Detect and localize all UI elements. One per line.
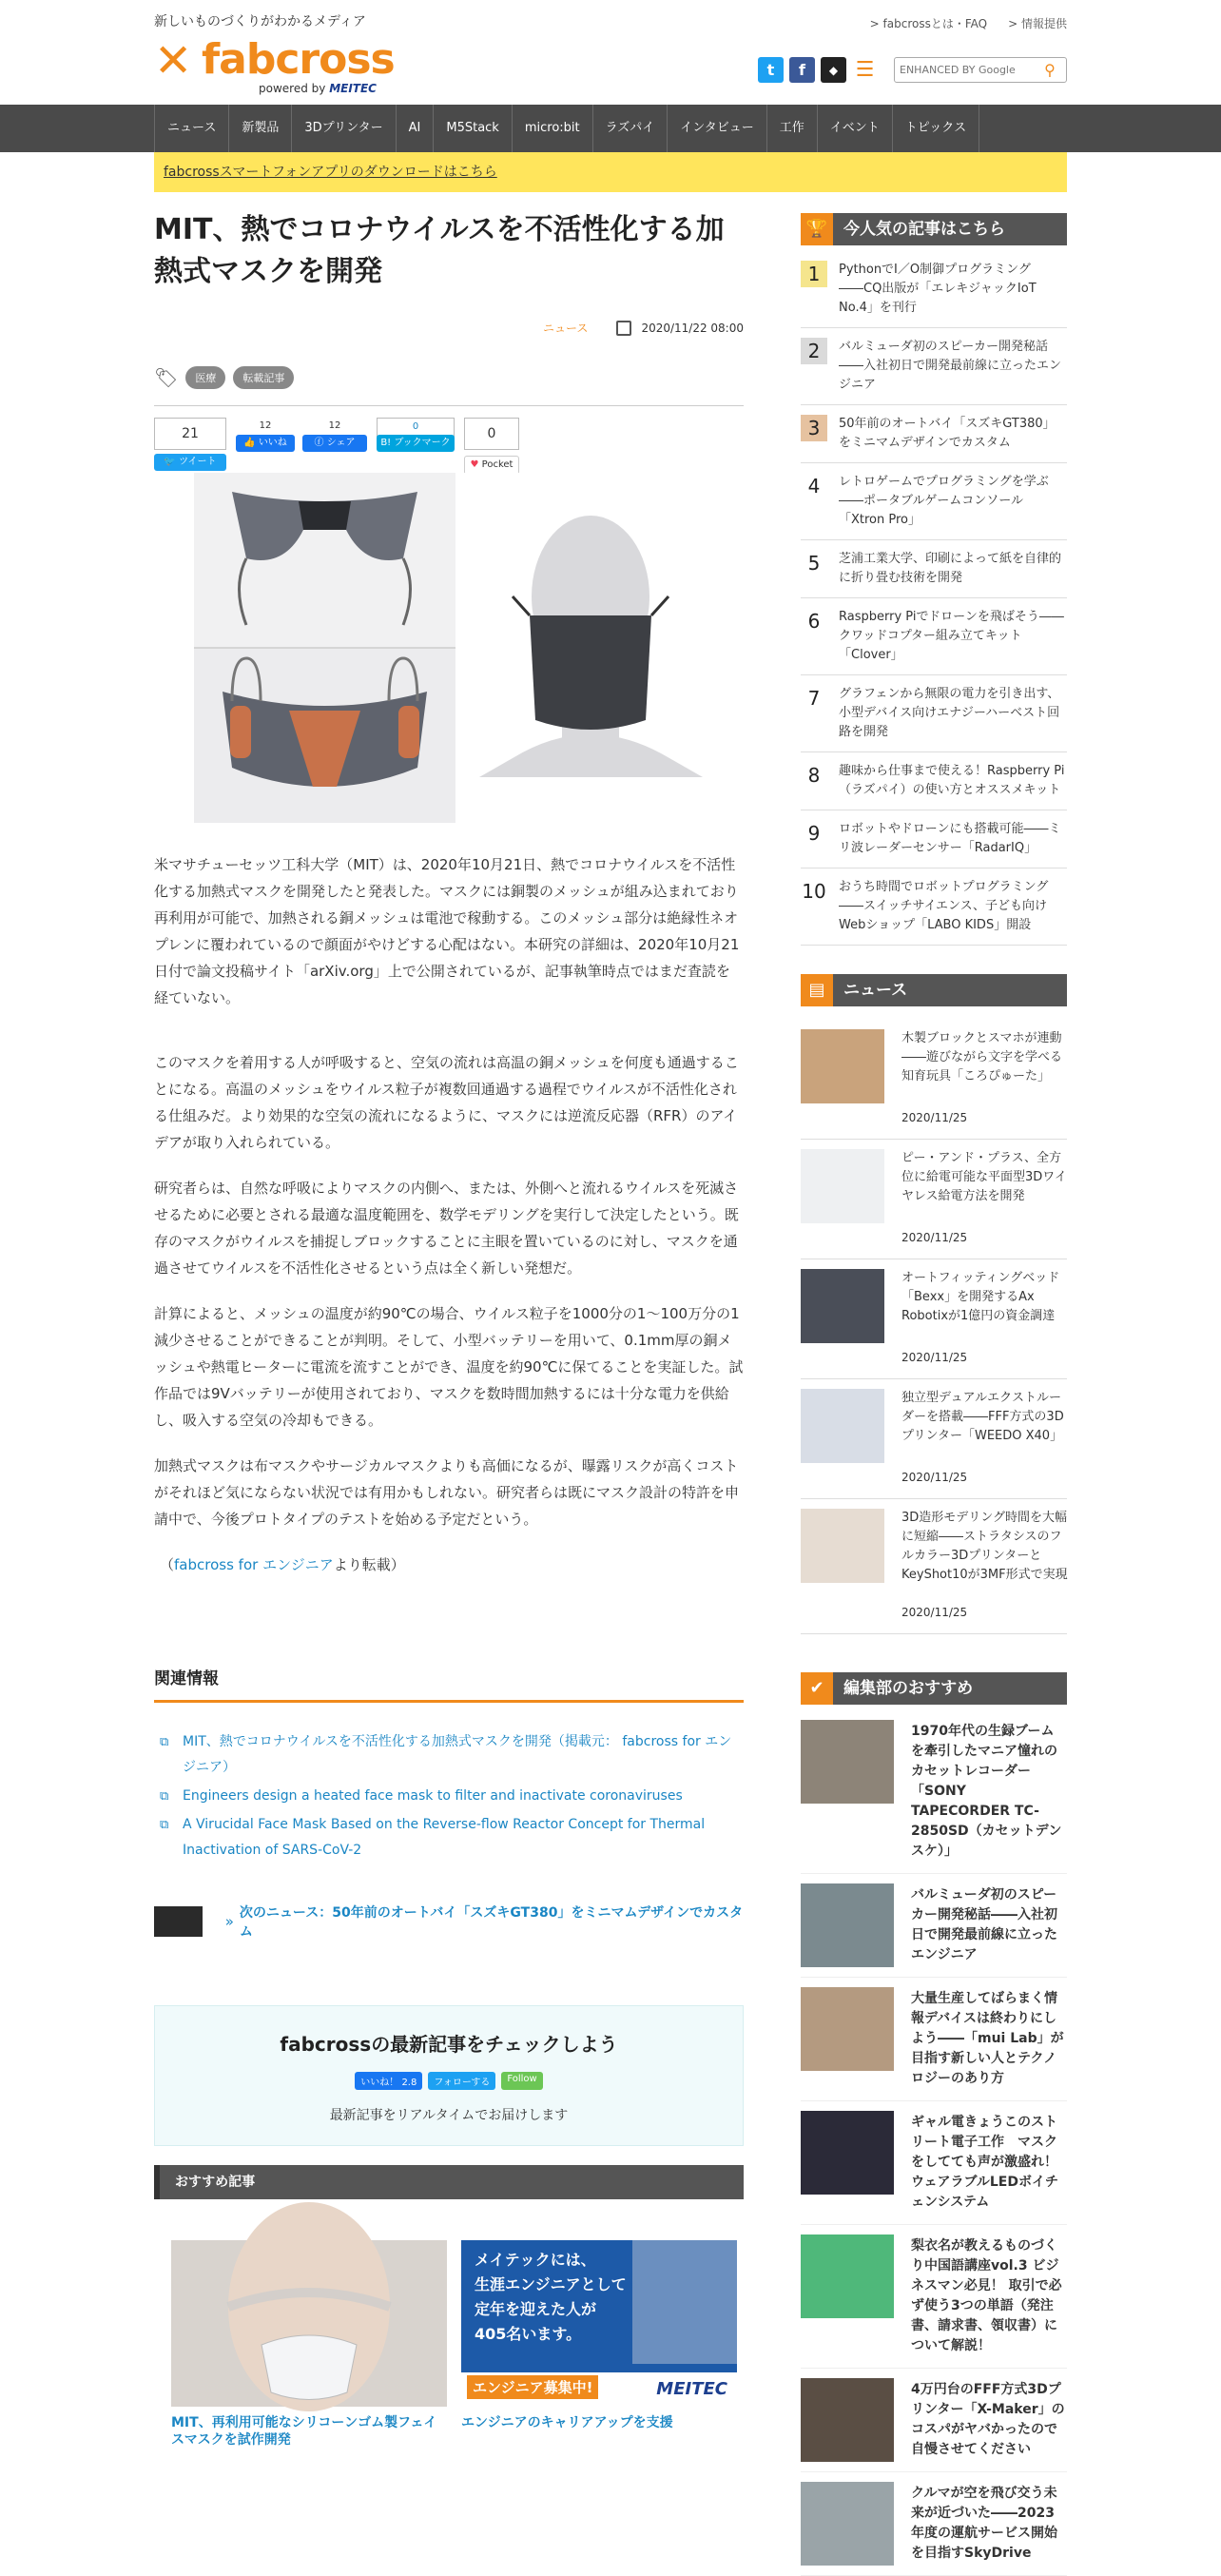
newspaper-icon: ▤ <box>801 974 833 1006</box>
editor-pick-item[interactable] <box>801 1710 1067 1874</box>
source-suffix: より転載） <box>333 1556 405 1573</box>
tweet-count: 21 <box>154 418 226 450</box>
nav-m5stack[interactable]: M5Stack <box>434 105 512 152</box>
nav-interview[interactable]: インタビュー <box>668 105 766 152</box>
editor-pick-thumbnail <box>801 2378 894 2462</box>
ranking-item[interactable] <box>801 405 1067 463</box>
editor-pick-thumbnail <box>801 2111 894 2195</box>
ranking-item[interactable] <box>801 675 1067 752</box>
twitter-icon: 🐦 <box>164 457 180 467</box>
related-list <box>154 1729 744 1864</box>
hatena-button[interactable]: B! ブックマーク <box>377 435 455 452</box>
news-title: オートフィッティングベッド「Bexx」を開発するAx Robotixが1億円の資金調達 <box>901 1271 1060 1323</box>
fb-like-button[interactable] <box>236 435 295 452</box>
nav-new-products[interactable]: 新製品 <box>229 105 292 152</box>
news-date: 2020/11/25 <box>901 1606 968 1619</box>
article-paragraph: 加熱式マスクは布マスクやサージカルマスクよりも高価になるが、曝露リスクが高くコストがそれほど気にならない状況では有用かもしれない。研究者らは既にマスク設計の特許を申請中で、今後プロトタイプのテストを始める予定だという。 <box>154 1457 740 1528</box>
rank-number: 9 <box>807 822 821 845</box>
related-link[interactable]: ⧉ A Virucidal Face Mask Based on the Reverse-flow Reactor Concept for Thermal Inactivation of SARS-CoV-2 <box>154 1812 744 1864</box>
site-header <box>0 0 1221 105</box>
header-link-about[interactable]: > fabcrossとは・FAQ <box>870 15 987 31</box>
news-item[interactable] <box>801 1379 1067 1499</box>
editor-pick-item[interactable] <box>801 2369 1067 2472</box>
ranking-item[interactable] <box>801 752 1067 810</box>
article-date: 2020/11/22 08:00 <box>641 321 744 335</box>
rank-title: PythonでI／O制御プログラミング――CQ出版が「エレキジャックIoT No.4」を刊行 <box>839 263 1037 315</box>
nav-raspi[interactable]: ラズパイ <box>593 105 669 152</box>
ad-brand: MEITEC <box>656 2379 727 2399</box>
rank-title: おうち時間でロボットプログラミング――スイッチサイエンス、子ども向けWebショップ「LABO KIDS」開設 <box>839 880 1049 932</box>
ranking-item[interactable] <box>801 598 1067 675</box>
rank-title: Raspberry Piでドローンを飛ばそう――クワッドコプター組み立てキット「Clover」 <box>839 610 1064 662</box>
news-item[interactable] <box>801 1499 1067 1634</box>
article <box>154 209 744 2448</box>
meitec-ad <box>461 2240 737 2407</box>
nav-event[interactable]: イベント <box>818 105 893 152</box>
search-input[interactable] <box>895 59 1037 82</box>
rank-number: 3 <box>801 415 827 441</box>
nav-3d-printer[interactable]: 3Dプリンター <box>292 105 396 152</box>
news-list <box>801 1020 1067 1634</box>
related-info <box>154 1665 744 1866</box>
editor-pick-item[interactable] <box>801 2472 1067 2576</box>
editor-pick-title: 大量生産してばらまく情報デバイスは終わりにしよう――「mui Lab」が目指す新しい人とテクノロジーのあり方 <box>911 1991 1064 2086</box>
header-link-submit[interactable]: > 情報提供 <box>1008 15 1067 31</box>
news-date: 2020/11/25 <box>901 1231 968 1244</box>
ranking-list <box>801 251 1067 946</box>
ranking-item[interactable] <box>801 463 1067 540</box>
ranking-heading <box>801 213 1067 245</box>
editor-pick-thumbnail <box>801 1883 894 1967</box>
article-source <box>154 1551 744 1578</box>
article-body <box>154 851 744 1597</box>
news-date: 2020/11/25 <box>901 1351 968 1364</box>
site-tagline: 新しいものづくりがわかるメディア <box>154 14 366 29</box>
related-link[interactable]: ⧉ Engineers design a heated face mask to filter and inactivate coronaviruses <box>154 1784 744 1809</box>
next-news-link[interactable]: 次のニュース：50年前のオートバイ「スズキGT380」をミニマムデザインでカスタム <box>239 1905 744 1940</box>
ad-cta: エンジニア募集中! <box>467 2375 598 2399</box>
fb-like-page-button[interactable]: いいね！ 2.8 <box>355 2072 422 2090</box>
tag-medical[interactable]: 医療 <box>185 366 225 389</box>
nav-news[interactable]: ニュース <box>154 105 229 152</box>
next-news[interactable] <box>154 1903 744 1941</box>
editor-pick-title: ギャル電きょうこのストリート電子工作 マスクをしてても声が激盛れ！ウェアラブルLEDボイチェンシステム <box>911 2115 1058 2210</box>
news-thumbnail <box>801 1509 884 1583</box>
source-prefix: （ <box>160 1556 175 1573</box>
feedly-follow-button[interactable]: Follow <box>501 2072 542 2090</box>
rank-number: 10 <box>802 880 826 903</box>
news-item[interactable] <box>801 1140 1067 1259</box>
rank-title: 芝浦工業大学、印刷によって紙を自律的に折り畳む技術を開発 <box>839 552 1062 585</box>
news-item[interactable] <box>801 1020 1067 1140</box>
logo-text: fabcross <box>202 35 395 84</box>
thumb-icon: 👍 <box>243 438 259 448</box>
social-icons <box>758 57 878 83</box>
ad-line: 生涯エンジニアとして <box>475 2275 627 2293</box>
news-title: 木製ブロックとスマホが連動――遊びながら文字を学べる知育玩具「ころぴゅーた」 <box>901 1031 1063 1083</box>
news-thumbnail <box>801 1149 884 1223</box>
recommended-caption: MIT、再利用可能なシリコーンゴム製フェイスマスクを試作開発 <box>171 2415 437 2448</box>
check-icon: ✔ <box>801 1672 833 1705</box>
facebook-icon[interactable]: f <box>789 57 815 83</box>
ad-line: 405名います。 <box>475 2325 582 2343</box>
editor-pick-thumbnail <box>801 2234 894 2318</box>
search-icon[interactable]: ⚲ <box>1044 61 1056 79</box>
logo-x-icon: ✕ <box>154 34 193 88</box>
feedly-icon[interactable]: ◆ <box>821 57 846 83</box>
editor-pick-thumbnail <box>801 2482 894 2566</box>
header-links <box>870 15 1067 31</box>
double-chevron-icon: » <box>224 1913 234 1930</box>
mask-wearing-render <box>455 473 727 823</box>
editor-pick-thumbnail <box>801 1720 894 1804</box>
news-heading <box>801 974 1067 1006</box>
article-hero-image <box>194 473 727 823</box>
pocket-count: 0 <box>464 418 519 450</box>
editor-pick-item[interactable] <box>801 1978 1067 2101</box>
nav-ai[interactable]: AI <box>397 105 435 152</box>
ad-line: メイテックには、 <box>475 2251 596 2269</box>
news-thumbnail <box>801 1389 884 1463</box>
related-link[interactable]: ⧉ MIT、熱でコロナウイルスを不活性化する加熱式マスクを開発（掲載元： fabcross for エンジニア） <box>154 1729 744 1781</box>
twitter-icon[interactable]: t <box>758 57 784 83</box>
recommended-card[interactable] <box>461 2240 737 2431</box>
tweet-label: ツイート <box>179 457 217 467</box>
article-meta <box>543 320 744 336</box>
nav-microbit[interactable]: micro:bit <box>513 105 593 152</box>
source-link[interactable]: fabcross for エンジニア <box>174 1556 334 1573</box>
like-count: 12 <box>259 420 272 431</box>
rank-number: 7 <box>807 687 821 710</box>
app-download-link[interactable]: fabcrossスマートフォンアプリのダウンロードはこちら <box>164 165 497 180</box>
mask-parts-photo <box>194 473 455 823</box>
latest-heading: fabcrossの最新記事をチェックしよう <box>280 2033 618 2056</box>
fb-share-count: 12 <box>328 420 341 431</box>
news-thumbnail <box>801 1269 884 1343</box>
rank-title: レトロゲームでプログラミングを学ぶ――ポータブルゲームコンソール「Xtron Pro」 <box>839 475 1049 527</box>
ad-person-photo <box>632 2240 737 2364</box>
news-title: 3D造形モデリング時間を大幅に短縮――ストラタシスのフルカラー3Dプリンターと KeyShot10が3MF形式で実現 <box>901 1511 1068 1582</box>
news-title: ピー・アンド・プラス、全方位に給電可能な平面型3Dワイヤレス給電方法を開発 <box>901 1151 1067 1203</box>
article-tags <box>154 366 294 389</box>
editor-pick-title: クルマが空を飛び交う未来が近づいた――2023年度の運航サービス開始を目指すSkyDrive <box>911 2486 1057 2561</box>
rss-icon[interactable]: ☰ <box>852 57 878 83</box>
article-title: MIT、熱でコロナウイルスを不活性化する加熱式マスクを開発 <box>154 213 725 288</box>
tag-icon: 🏷 <box>154 366 179 389</box>
latest-articles-box <box>154 2005 744 2146</box>
fb-share-label: シェア <box>326 438 356 448</box>
rank-number: 8 <box>807 764 821 787</box>
logo-powered-by <box>259 82 377 95</box>
recommended-thumbnail <box>171 2240 447 2407</box>
article-paragraph: 計算によると、メッシュの温度が約90℃の場合、ウイルス粒子を1000分の1～100万分の1減少させることができることが判明。そして、小型バッテリーを用いて、0.1mm厚の銅メッシュや熱電ヒーターに電流を流すことができ、温度を約90℃に保てることを実証した。試作品では9Vバッテリーが使用されており、マスクを数時間加熱するには十分な電力を供給し、吸入する空気の冷却もできる。 <box>154 1305 744 1429</box>
rank-title: バルミューダ初のスピーカー開発秘話――入社初日で開発最前線に立ったエンジニア <box>839 340 1062 392</box>
site-logo[interactable] <box>154 36 401 95</box>
article-category[interactable]: ニュース <box>543 322 589 335</box>
related-heading: 関連情報 <box>154 1665 744 1703</box>
article-paragraph: 米マサチューセッツ工科大学（MIT）は、2020年10月21日、熱でコロナウイルスを不活性化する加熱式マスクを開発したと発表した。マスクには銅製のメッシュが組み込まれており再利用が可能で、加熱される銅メッシュは電池で稼動する。このメッシュ部分は絶縁性ネオプレンに覆われているので顔面がやけどする心配はない。本研究の詳細は、2020年10月21日付で論文投稿サイト「arXiv.org」上で公開されているが、記事執筆時点ではまだ査読を経ていない。 <box>154 856 740 1006</box>
pocket-icon: ♥ <box>470 459 482 470</box>
editor-pick-item[interactable] <box>801 2101 1067 2225</box>
ranking-item[interactable] <box>801 328 1067 405</box>
editor-picks-list <box>801 1710 1067 2576</box>
ranking-item[interactable] <box>801 251 1067 328</box>
rank-number: 5 <box>807 552 821 575</box>
recommended-heading: おすすめ記事 <box>154 2165 744 2199</box>
fb-share-button[interactable] <box>302 435 367 452</box>
editor-pick-thumbnail <box>801 1987 894 2071</box>
rank-number: 2 <box>801 338 827 364</box>
recommended-caption: エンジニアのキャリアアップを支援 <box>461 2415 673 2430</box>
follow-buttons <box>155 2072 743 2090</box>
twitter-follow-button[interactable]: フォローする <box>428 2072 495 2090</box>
recommended-card[interactable] <box>171 2240 447 2449</box>
rank-title: グラフェンから無限の電力を引き出す、小型デバイス向けエナジーハーベスト回路を開発 <box>839 687 1060 739</box>
editor-pick-title: バルミューダ初のスピーカー開発秘話――入社初日で開発最前線に立ったエンジニア <box>911 1887 1057 1962</box>
ranking-item[interactable] <box>801 868 1067 946</box>
like-label: いいね <box>258 438 287 448</box>
news-item[interactable] <box>801 1259 1067 1379</box>
ranking-item[interactable] <box>801 540 1067 598</box>
ad-line: 定年を迎えた人が <box>475 2300 597 2318</box>
news-date: 2020/11/25 <box>901 1111 968 1124</box>
app-banner <box>154 152 1067 192</box>
hatena-count: 0 <box>377 418 455 437</box>
news-title: 独立型デュアルエクストルーダーを搭載――FFF方式の3Dプリンター「WEEDO X40」 <box>901 1391 1064 1443</box>
rank-number: 4 <box>807 475 821 498</box>
editor-pick-title: 梨衣名が教えるものづくり中国語講座vol.3 ビジネスマン必見！ 取引で必ず使う3つの単語（発注書、請求書、領収書）について解説！ <box>911 2238 1062 2353</box>
pocket-label: Pocket <box>481 459 514 470</box>
rank-title: 50年前のオートバイ「スズキGT380」をミニマムデザインでカスタム <box>839 417 1056 450</box>
rank-title: ロボットやドローンにも搭載可能――ミリ波レーダーセンサー「RadarIQ」 <box>839 822 1061 855</box>
tag-reprint[interactable]: 転載記事 <box>233 366 294 389</box>
ranking-item[interactable] <box>801 810 1067 868</box>
ad-copy <box>475 2248 627 2347</box>
pocket-button[interactable] <box>464 456 519 475</box>
editor-pick-item[interactable] <box>801 1874 1067 1978</box>
article-paragraph: 研究者らは、自然な呼吸によりマスクの内側へ、または、外側へと流れるウイルスを死滅させるために必要とされる最適な温度範囲を、数学モデリングを実行して決定したという。既存のマスクがウイルスを捕捉しブロックすることに主眼を置いているのに対し、マスクを通過させてウイルスを不活性化させるという点は全く新しい発想だ。 <box>154 1180 739 1277</box>
sidebar <box>801 213 1067 2576</box>
news-date: 2020/11/25 <box>901 1471 968 1484</box>
calendar-icon <box>616 321 631 336</box>
logo-brand: MEITEC <box>329 82 377 95</box>
news-heading-label: ニュース <box>843 981 908 1000</box>
main-nav <box>0 105 1221 152</box>
editor-pick-title: 1970年代の生録ブームを牽引したマニア憧れのカセットレコーダー「SONY TAPECORDER TC-2850SD（カセットデンスケ）」 <box>911 1724 1062 1859</box>
nav-craft[interactable]: 工作 <box>767 105 818 152</box>
search-box <box>894 57 1067 83</box>
rank-number: 6 <box>807 610 821 633</box>
latest-subtext: 最新記事をリアルタイムでお届けします <box>329 2108 569 2123</box>
rank-title: 趣味から仕事まで使える！Raspberry Pi（ラズパイ）の使い方とオススメキット <box>839 764 1065 797</box>
ranking-heading-label: 今人気の記事はこちら <box>843 220 1005 239</box>
trophy-icon: 🏆 <box>801 213 833 245</box>
editor-picks-heading-label: 編集部のおすすめ <box>843 1679 974 1698</box>
article-paragraph: このマスクを着用する人が呼吸すると、空気の流れは高温の銅メッシュを何度も通過することになる。高温のメッシュをウイルス粒子が複数回通過する過程でウイルスが不活性化される仕組みだ。より効果的な空気の流れになるように、マスクには逆流反応器（RFR）のアイデアが取り入れられている。 <box>154 1054 739 1151</box>
editor-picks-heading <box>801 1672 1067 1705</box>
editor-pick-title: 4万円台のFFF方式3Dプリンター「X-Maker」のコスパがヤバかったので自慢させてください <box>911 2382 1065 2457</box>
logo-powered-label: powered by <box>259 82 326 95</box>
facebook-icon: ⓕ <box>314 438 327 448</box>
rank-number: 1 <box>801 261 827 287</box>
nav-topics[interactable]: トピックス <box>893 105 979 152</box>
tweet-button[interactable] <box>154 454 226 471</box>
editor-pick-item[interactable] <box>801 2225 1067 2369</box>
next-news-thumbnail <box>154 1906 203 1937</box>
news-thumbnail <box>801 1029 884 1103</box>
